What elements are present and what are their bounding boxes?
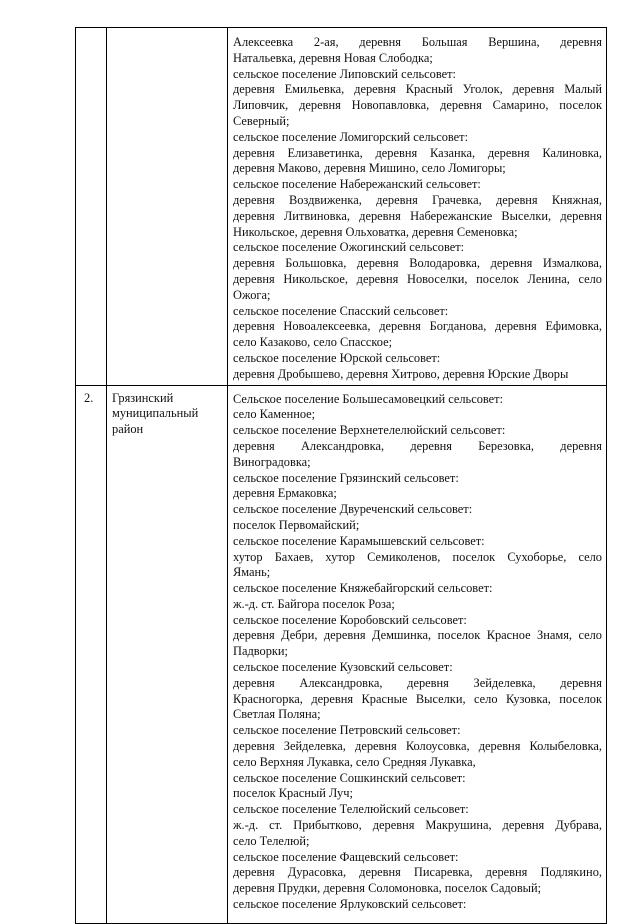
row-number — [76, 28, 106, 33]
settlement-line: поселок Первомайский; — [233, 517, 360, 532]
settlement-line: деревня Дебри, деревня Демшинка, поселок Красное Знамя, село — [233, 628, 602, 643]
settlement-line: деревня Маково, деревня Мишино, село Ломигоры; — [233, 161, 506, 176]
settlement-line: деревня Зейделевка, деревня Колоусовка, деревня Колыбеловка, — [233, 739, 602, 754]
settlements-cell — [228, 385, 607, 923]
settlement-line: деревня Прудки, деревня Соломоновка, поселок Садовый; — [233, 881, 542, 896]
settlement-line: деревня Александровка, деревня Зейделевка, деревня — [233, 675, 602, 690]
settlements-list — [228, 28, 606, 385]
row-number-cell — [76, 385, 107, 923]
settlement-line: ж.-д. ст. Прибытково, деревня Макрушина, деревня Дубрава, — [233, 818, 602, 833]
settlement-line: деревня Большовка, деревня Володаровка, деревня Измалкова, — [233, 256, 602, 271]
settlement-line: село Телелюй; — [233, 833, 310, 848]
settlement-line: сельское поселение Сошкинский сельсовет: — [233, 770, 466, 785]
settlements-list — [228, 386, 606, 923]
settlement-line: деревня Новоалексеевка, деревня Богданова, деревня Ефимовка, — [233, 319, 602, 334]
settlement-line: деревня Дурасовка, деревня Писаревка, деревня Подлякино, — [233, 865, 602, 880]
settlements-cell — [228, 28, 607, 386]
row-number: 2. — [84, 390, 94, 405]
settlement-line: сельское поселение Верхнетелелюйский сельсовет: — [233, 423, 506, 438]
settlements-table — [75, 27, 607, 924]
settlement-line: сельское поселение Грязинский сельсовет: — [233, 470, 459, 485]
settlement-line: деревня Емильевка, деревня Красный Уголок, деревня Малый — [233, 82, 602, 97]
settlement-line: Падворки; — [233, 644, 289, 659]
settlement-line: деревня Дробышево, деревня Хитрово, деревня Юрские Дворы — [233, 366, 569, 381]
settlement-line: Ямань; — [233, 565, 271, 580]
settlement-line: Никольское, деревня Ольховатка, деревня Семеновка; — [233, 224, 518, 239]
settlement-line: Виноградовка; — [233, 454, 311, 469]
settlement-line: деревня Никольское, деревня Новоселки, поселок Ленина, село — [233, 271, 602, 286]
settlement-line: село Верхняя Лукавка, село Средняя Лукавка, — [233, 754, 476, 769]
settlement-line: сельское поселение Спасский сельсовет: — [233, 303, 449, 318]
settlement-line: Сельское поселение Большесамовецкий сельсовет: — [233, 391, 504, 406]
settlement-line: сельское поселение Ожогинский сельсовет: — [233, 240, 465, 255]
table-row — [76, 28, 607, 386]
settlement-line: Светлая Поляна; — [233, 707, 321, 722]
settlement-line: сельское поселение Петровский сельсовет: — [233, 723, 461, 738]
settlement-line: сельское поселение Фащевский сельсовет: — [233, 849, 459, 864]
settlement-line: деревня Литвиновка, деревня Набережанские Выселки, деревня — [233, 208, 602, 223]
settlement-line: Северный; — [233, 113, 290, 128]
settlement-line: деревня Воздвиженка, деревня Грачевка, деревня Княжная, — [233, 192, 602, 207]
settlement-line: сельское поселение Двуреченский сельсовет: — [233, 502, 473, 517]
settlement-line: сельское поселение Набережанский сельсовет: — [233, 177, 481, 192]
settlement-line: Алексеевка 2-ая, деревня Большая Вершина, деревня — [233, 35, 602, 49]
settlement-line: сельское поселение Коробовский сельсовет: — [233, 612, 467, 627]
settlement-line: сельское поселение Ломигорский сельсовет: — [233, 129, 469, 144]
district-name: Грязинский муниципальный район — [112, 390, 199, 437]
settlement-line: сельское поселение Юрской сельсовет: — [233, 350, 441, 365]
settlement-line: хутор Бахаев, хутор Семиколенов, поселок Сухоборье, село — [233, 549, 602, 564]
settlement-line: Ожога; — [233, 287, 271, 302]
settlement-line: сельское поселение Телелюйский сельсовет: — [233, 802, 469, 817]
settlement-line: сельское поселение Ярлуковский сельсовет: — [233, 897, 467, 912]
settlement-line: Красногорка, деревня Красные Выселки, село Кузовка, поселок — [233, 691, 602, 706]
district-name — [107, 28, 227, 36]
settlement-line: сельское поселение Карамышевский сельсовет: — [233, 533, 485, 548]
settlement-line: Липовчик, деревня Новопавловка, деревня Самарино, поселок — [233, 98, 602, 113]
row-number-cell — [76, 28, 107, 386]
district-cell — [107, 28, 228, 386]
district-cell — [107, 385, 228, 923]
settlement-line: сельское поселение Княжебайгорский сельсовет: — [233, 581, 493, 596]
settlement-line: ж.-д. ст. Байгора поселок Роза; — [233, 596, 395, 611]
table-row — [76, 385, 607, 923]
settlement-line: сельское поселение Липовский сельсовет: — [233, 66, 456, 81]
settlement-line: деревня Елизаветинка, деревня Казанка, деревня Калиновка, — [233, 145, 602, 160]
settlement-line: сельское поселение Кузовский сельсовет: — [233, 660, 453, 675]
settlement-line: село Каменное; — [233, 407, 316, 422]
settlement-line: Натальевка, деревня Новая Слободка; — [233, 50, 433, 65]
settlement-line: деревня Ермаковка; — [233, 486, 337, 501]
settlement-line: деревня Александровка, деревня Березовка, деревня — [233, 438, 602, 453]
settlement-line: поселок Красный Луч; — [233, 786, 353, 801]
settlement-line: село Казаково, село Спасское; — [233, 335, 393, 350]
